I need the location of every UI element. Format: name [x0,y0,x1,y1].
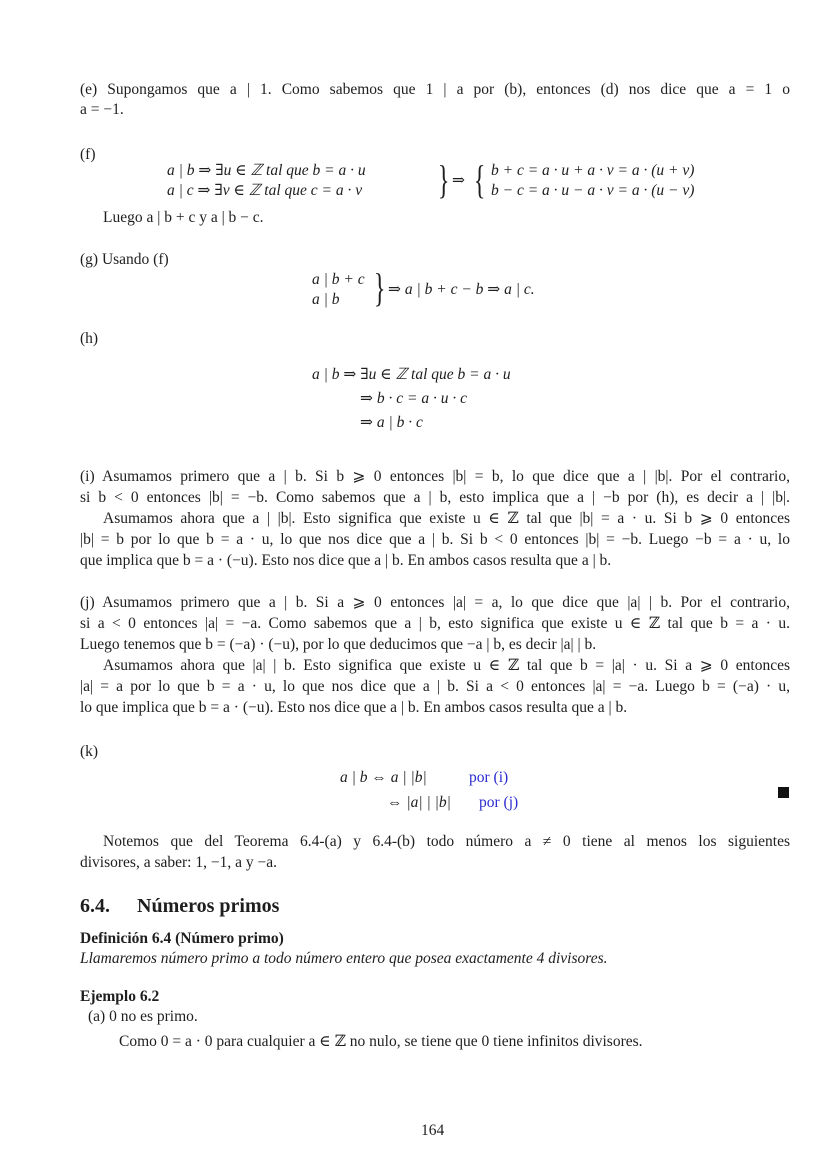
reference-link-i[interactable]: por (i) [469,769,509,786]
math-line: a | b [312,291,340,308]
math-line: b + c = a · u + a · v = a · (u + v) [491,162,695,179]
right-brace: } [373,265,386,310]
math-line: a | b ⇒ ∃u ∈ ℤ tal que b = a · u [167,162,366,179]
item-label-f: (f) [80,146,96,163]
conclusion-f: Luego a | b + c y a | b − c. [103,209,264,226]
item-label-g: (g) Usando (f) [80,251,169,268]
paragraph-e-line: a = −1. [80,101,124,118]
definition-text: Llamaremos número primo a todo número entero que posea exactamente 4 divisores. [80,950,608,967]
math-line: a | b + c [312,271,365,288]
paragraph-j-line: si a < 0 entonces |a| = −a. Como sabemos que a | b, esto significa que existe u ∈ ℤ tal que b = a · u. [80,615,790,632]
math-line: ⇒ b · c = a · u · c [360,390,467,407]
section-number: 6.4. [80,895,110,917]
paragraph-i-line: que implica que b = a · (−u). Esto nos dice que a | b. En ambos casos resulta que a | b. [80,552,612,569]
paragraph-j-line: |a| = a por lo que b = a · u, lo que nos dice que a | b. Si a < 0 entonces |a| = −a. Luego b = (−a) · u, [80,678,790,695]
paragraph-i-line: |b| = b por lo que b = a · u, lo que nos dice que a | b. Si b < 0 entonces |b| = −b. Luego −b = a · u, lo [80,531,790,548]
math-line: ⇒ a | b · c [360,414,423,431]
math-line: b − c = a · u − a · v = a · (u − v) [491,182,695,199]
section-title: Números primos [137,895,280,917]
example-text: Como 0 = a · 0 para cualquier a ∈ ℤ no nulo, se tiene que 0 tiene infinitos divisores. [119,1033,643,1050]
paragraph-i-line: Asumamos ahora que a | |b|. Esto significa que existe u ∈ ℤ tal que |b| = a · u. Si b ⩾ 0 entonces [103,510,790,527]
qed-square-icon [778,787,789,798]
paragraph-e-line: (e) Supongamos que a | 1. Como sabemos que 1 | a por (b), entonces (d) nos dice que a = 1 o [80,81,790,98]
paragraph-j-line: (j) Asumamos primero que a | b. Si a ⩾ 0 entonces |a| = a, lo que dice que |a| | b. Por el contrario, [80,594,790,611]
note-line: divisores, a saber: 1, −1, a y −a. [80,854,277,871]
reference-link-j[interactable]: por (j) [479,794,519,811]
math-line: a | c ⇒ ∃v ∈ ℤ tal que c = a · v [167,182,363,199]
example-title: Ejemplo 6.2 [80,988,160,1005]
paragraph-j-line: lo que implica que b = a · (−u). Esto nos dice que a | b. En ambos casos resulta que a | b. [80,699,628,716]
item-label-k: (k) [80,743,99,760]
left-brace: { [473,157,486,202]
page-number: 164 [421,1122,445,1139]
example-item: (a) 0 no es primo. [88,1008,198,1025]
note-line: Notemos que del Teorema 6.4-(a) y 6.4-(b) todo número a ≠ 0 tiene al menos los siguientes [103,833,790,850]
implies-arrow: ⇒ [452,172,465,189]
item-label-h: (h) [80,330,99,347]
paragraph-j-line: Luego tenemos que b = (−a) · (−u), por lo que deducimos que −a | b, es decir |a| | b. [80,636,597,653]
math-line: a | b ⇔ a | |b| [340,769,427,786]
right-brace: } [437,157,450,202]
math-line: a | b ⇒ ∃u ∈ ℤ tal que b = a · u [312,366,511,383]
definition-title: Definición 6.4 (Número primo) [80,930,284,947]
math-line: ⇒ a | b + c − b ⇒ a | c. [388,281,535,298]
paragraph-j-line: Asumamos ahora que |a| | b. Esto significa que existe u ∈ ℤ tal que b = |a| · u. Si a ⩾ 0 entonces [103,657,790,674]
paragraph-i-line: si b < 0 entonces |b| = −b. Como sabemos que a | b, esto implica que a | −b por (h), es decir a | |b|. [80,489,790,506]
math-line: ⇔ |a| | |b| [387,794,451,811]
paragraph-i-line: (i) Asumamos primero que a | b. Si b ⩾ 0 entonces |b| = b, lo que dice que a | |b|. Por el contrario, [80,468,790,485]
